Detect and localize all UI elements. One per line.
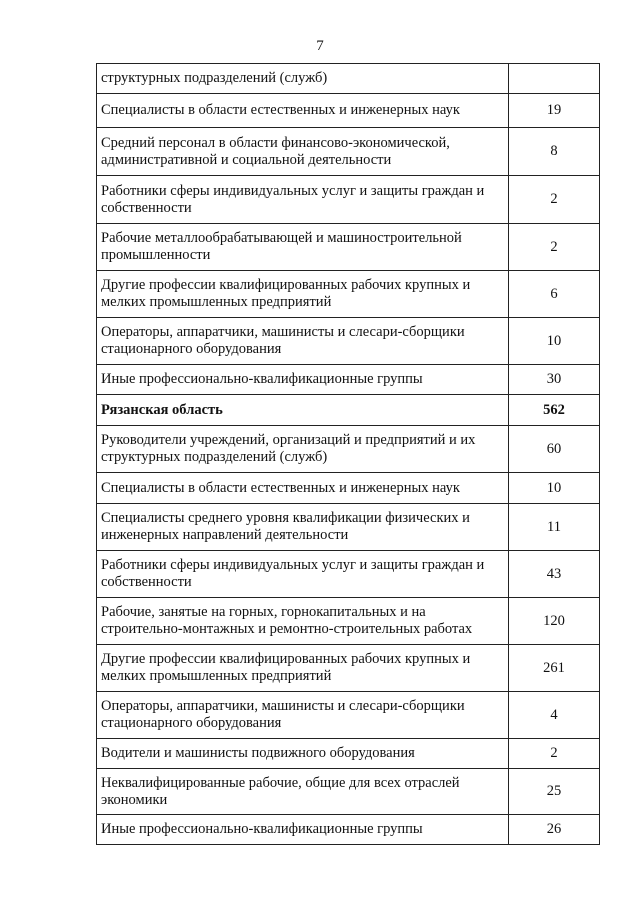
table-row bbox=[97, 473, 600, 504]
table-row bbox=[97, 224, 600, 271]
occupation-name-cell: Специалисты среднего уровня квалификации физических и инженерных направлений деятельности bbox=[97, 504, 509, 551]
count-cell: 30 bbox=[509, 365, 600, 395]
table-row bbox=[97, 271, 600, 318]
table-row bbox=[97, 815, 600, 845]
count-cell: 2 bbox=[509, 224, 600, 271]
count-cell: 26 bbox=[509, 815, 600, 845]
table-row bbox=[97, 64, 600, 94]
count-cell: 43 bbox=[509, 551, 600, 598]
occupation-table bbox=[96, 63, 600, 845]
count-cell: 10 bbox=[509, 473, 600, 504]
occupation-name-cell: Неквалифицированные рабочие, общие для всех отраслей экономики bbox=[97, 769, 509, 815]
table-row bbox=[97, 426, 600, 473]
count-cell: 8 bbox=[509, 128, 600, 176]
count-cell: 11 bbox=[509, 504, 600, 551]
occupation-name-cell: Средний персонал в области финансово-экономической, административной и социальной деятельности bbox=[97, 128, 509, 176]
count-cell: 6 bbox=[509, 271, 600, 318]
occupation-name-cell: Иные профессионально-квалификационные группы bbox=[97, 365, 509, 395]
count-cell: 2 bbox=[509, 176, 600, 224]
occupation-name-cell: Работники сферы индивидуальных услуг и защиты граждан и собственности bbox=[97, 176, 509, 224]
occupation-name-cell: Иные профессионально-квалификационные группы bbox=[97, 815, 509, 845]
page-number: 7 bbox=[316, 38, 324, 54]
count-cell: 120 bbox=[509, 598, 600, 645]
occupation-name-cell: Другие профессии квалифицированных рабочих крупных и мелких промышленных предприятий bbox=[97, 271, 509, 318]
occupation-name-cell: Рабочие металлообрабатывающей и машиностроительной промышленности bbox=[97, 224, 509, 271]
table-row-region bbox=[97, 395, 600, 426]
occupation-name-cell: Рабочие, занятые на горных, горнокапитальных и на строительно-монтажных и ремонтно-строительных работах bbox=[97, 598, 509, 645]
table-row bbox=[97, 739, 600, 769]
table-row bbox=[97, 176, 600, 224]
count-cell: 2 bbox=[509, 739, 600, 769]
occupation-name-cell: Водители и машинисты подвижного оборудования bbox=[97, 739, 509, 769]
occupation-name-cell: структурных подразделений (служб) bbox=[97, 64, 509, 94]
table-row bbox=[97, 365, 600, 395]
table-row bbox=[97, 318, 600, 365]
table-row bbox=[97, 692, 600, 739]
table-row bbox=[97, 598, 600, 645]
count-cell: 261 bbox=[509, 645, 600, 692]
table-body bbox=[97, 64, 600, 845]
occupation-name-cell: Другие профессии квалифицированных рабочих крупных и мелких промышленных предприятий bbox=[97, 645, 509, 692]
table-row bbox=[97, 504, 600, 551]
occupation-name-cell: Руководители учреждений, организаций и предприятий и их структурных подразделений (служб) bbox=[97, 426, 509, 473]
count-cell: 25 bbox=[509, 769, 600, 815]
occupation-name-cell: Работники сферы индивидуальных услуг и защиты граждан и собственности bbox=[97, 551, 509, 598]
count-cell: 60 bbox=[509, 426, 600, 473]
table-row bbox=[97, 769, 600, 815]
occupation-name-cell: Специалисты в области естественных и инженерных наук bbox=[97, 94, 509, 128]
occupation-name-cell: Операторы, аппаратчики, машинисты и слесари-сборщики стационарного оборудования bbox=[97, 692, 509, 739]
occupation-name-cell: Рязанская область bbox=[97, 395, 509, 426]
count-cell: 562 bbox=[509, 395, 600, 426]
table-row bbox=[97, 645, 600, 692]
count-cell: 19 bbox=[509, 94, 600, 128]
table-row bbox=[97, 551, 600, 598]
table-row bbox=[97, 94, 600, 128]
table-row bbox=[97, 128, 600, 176]
occupation-name-cell: Специалисты в области естественных и инженерных наук bbox=[97, 473, 509, 504]
count-cell bbox=[509, 64, 600, 94]
count-cell: 10 bbox=[509, 318, 600, 365]
occupation-name-cell: Операторы, аппаратчики, машинисты и слесари-сборщики стационарного оборудования bbox=[97, 318, 509, 365]
count-cell: 4 bbox=[509, 692, 600, 739]
